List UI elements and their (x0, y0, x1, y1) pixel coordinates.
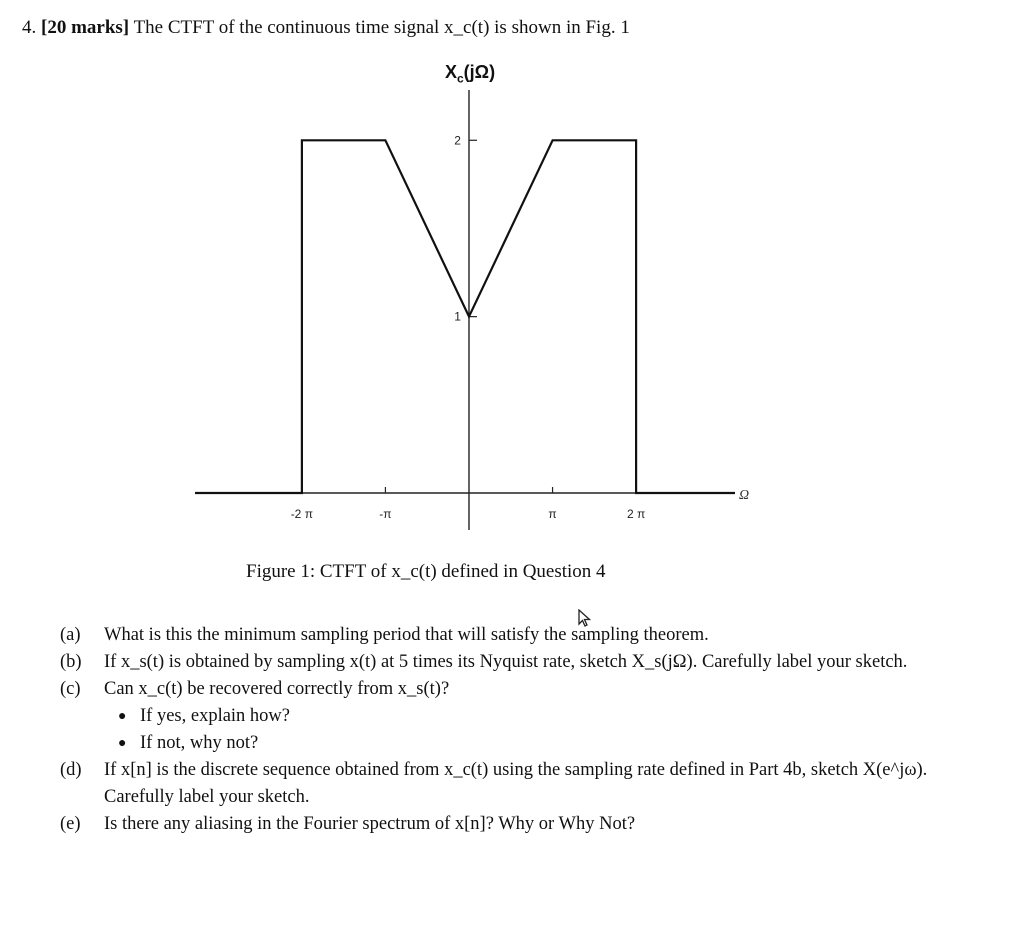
part-b (60, 649, 960, 676)
part-label: (e) (60, 814, 81, 834)
question-number: 4. (22, 17, 37, 38)
question-parts (60, 622, 960, 838)
part-label: (c) (60, 679, 81, 699)
bullet-dot-icon: ● (118, 736, 127, 751)
plot-title-main: X (444, 62, 457, 82)
part-d (60, 757, 960, 811)
plot-title (430, 62, 510, 86)
part-a (60, 622, 960, 649)
x-tick-label: 2 π (626, 507, 646, 521)
bullet-text: If not, why not? (140, 733, 259, 753)
x-axis-label: Ω (739, 488, 750, 503)
part-text: What is this the minimum sampling period that will satisfy the sampling theorem. (104, 625, 709, 645)
ctft-chart (0, 90, 1024, 530)
bullet-dot-icon: ● (118, 709, 127, 724)
bullet-item (118, 730, 960, 757)
figure-caption: Figure 1: CTFT of x_c(t) defined in Question 4 (246, 561, 606, 582)
part-e (60, 811, 960, 838)
series-line (195, 140, 735, 493)
part-text: If x_s(t) is obtained by sampling x(t) at 5 times its Nyquist rate, sketch X_s(jΩ). Carefully label your sketch. (104, 652, 908, 672)
x-tick-label: -π (379, 507, 392, 521)
plot-title-rest: (jΩ) (463, 62, 496, 82)
x-tick-label: π (548, 507, 557, 521)
part-label: (a) (60, 625, 81, 645)
bullet-item (118, 703, 960, 730)
plot-title-sub: c (456, 71, 464, 86)
part-text: Can x_c(t) be recovered correctly from x_s(t)? (104, 679, 450, 699)
part-text: If x[n] is the discrete sequence obtained from x_c(t) using the sampling rate defined in Part 4b, sketch X(e^jω). Carefully label your sketch. (104, 760, 928, 807)
bullet-list (118, 703, 960, 757)
part-c (60, 676, 960, 703)
bullet-text: If yes, explain how? (140, 706, 291, 726)
part-label: (b) (60, 652, 82, 672)
part-text: Is there any aliasing in the Fourier spectrum of x[n]? Why or Why Not? (104, 814, 636, 834)
part-label: (d) (60, 760, 82, 780)
question-marks: [20 marks] (41, 17, 130, 38)
y-tick-label: 2 (454, 133, 461, 148)
y-tick-label: 1 (454, 309, 461, 324)
question-header (22, 14, 1012, 42)
question-text: The CTFT of the continuous time signal x_c(t) is shown in Fig. 1 (133, 17, 630, 38)
x-tick-label: -2 π (290, 507, 313, 521)
